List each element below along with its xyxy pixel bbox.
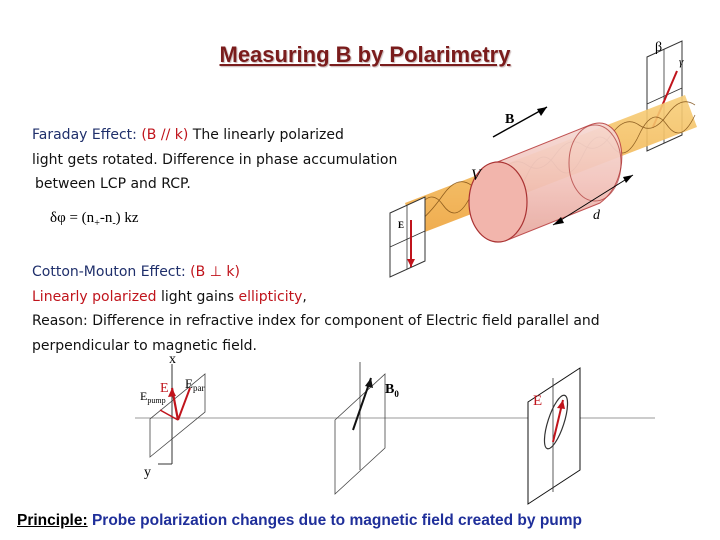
faraday-line-3: between LCP and RCP.: [35, 176, 191, 192]
b0-label: B: [385, 382, 395, 397]
cm-ellipticity: ellipticity: [238, 288, 303, 305]
cm-line-4: perpendicular to magnetic field.: [32, 337, 257, 354]
polarizer-plane: [390, 197, 425, 277]
faraday-line-2: light gets rotated. Difference in phase accumulation: [32, 151, 398, 168]
y-axis-label: y: [144, 465, 151, 480]
cm-label: Cotton-Mouton Effect:: [32, 264, 186, 280]
formula-part-1: δφ = (n: [50, 210, 95, 226]
e-pump-sub: pump: [147, 396, 166, 405]
e-par-sub: par: [192, 383, 205, 393]
e-label-left: E: [398, 220, 405, 230]
cm-line-2-end: ,: [302, 288, 307, 305]
cotton-mouton-figure: [135, 352, 655, 507]
e-par-arrow: [178, 388, 190, 420]
beta-label: β: [655, 40, 663, 55]
v-label: V: [471, 167, 481, 184]
principle-label: Principle:: [17, 512, 88, 529]
x-axis-label: x: [169, 352, 176, 367]
cm-line-2-mid: light gains: [156, 288, 239, 305]
principle-text: Probe polarization changes due to magnetic field created by pump: [87, 512, 583, 529]
d-label: d: [593, 208, 600, 223]
cm-condition: (B ⊥ k): [190, 264, 240, 280]
cm-linear-polarized: Linearly polarized: [32, 288, 157, 305]
faraday-line-1-rest: The linearly polarized: [192, 127, 344, 143]
cm-line-2: [32, 285, 672, 310]
formula-part-3: ) kz: [115, 210, 139, 226]
e-par-label: E: [185, 376, 193, 391]
formula-minus: -: [112, 218, 116, 229]
gamma-label: γ: [679, 56, 684, 68]
b-label: B: [505, 112, 515, 127]
e-pump-label: E: [140, 389, 148, 403]
cm-line-3: Reason: Difference in refractive index for component of Electric field parallel and: [32, 313, 600, 329]
faraday-label: Faraday Effect:: [32, 127, 137, 143]
e-label-right: E: [533, 393, 543, 409]
phase-formula: [50, 210, 139, 229]
page-title: Measuring B by Polarimetry: [219, 42, 511, 67]
principle-statement: [17, 512, 582, 530]
svg-text:B0: [385, 382, 399, 399]
svg-text:Epar: [185, 376, 204, 393]
formula-plus: +: [94, 218, 100, 229]
e-label-cm: E: [160, 381, 169, 396]
b0-sub: 0: [394, 389, 399, 399]
faraday-condition: (B // k): [141, 127, 189, 143]
faraday-figure: [385, 35, 720, 280]
formula-part-2: -n: [99, 210, 113, 226]
